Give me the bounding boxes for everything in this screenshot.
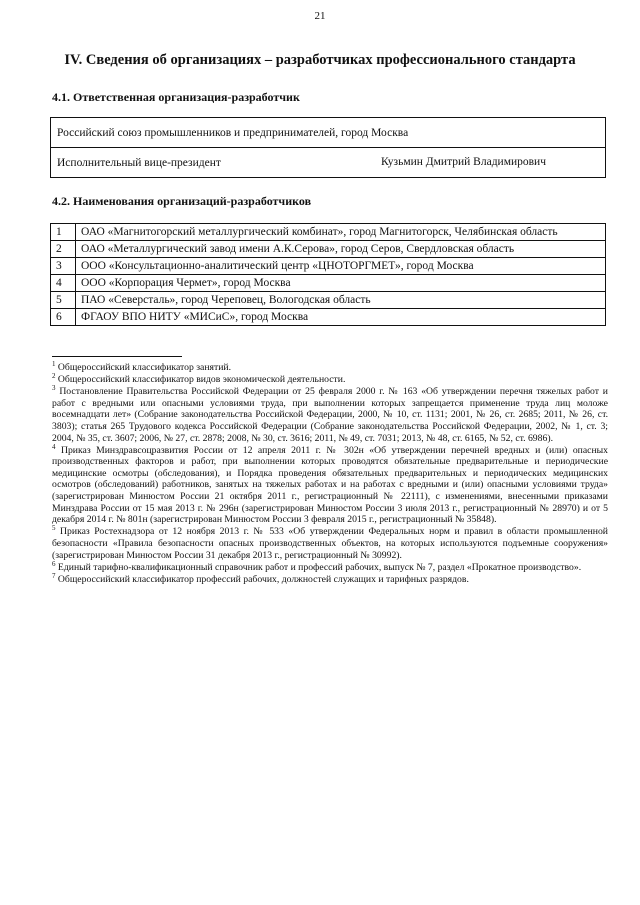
- developers-table: [50, 223, 606, 326]
- footnote: [52, 371, 608, 386]
- footnote-text: Общероссийский классификатор профессий рабочих, должностей служащих и тарифных разрядов.: [55, 573, 469, 585]
- row-number: 2: [51, 241, 76, 258]
- footnote-mark: 7: [52, 571, 56, 580]
- footnote: [52, 559, 608, 574]
- page-number: 21: [314, 10, 326, 22]
- responsible-person: Кузьмин Дмитрий Владимирович: [381, 156, 546, 168]
- table-row: [51, 275, 606, 292]
- footnote-mark: 2: [52, 371, 56, 380]
- organization-name: ООО «Консультационно-аналитический центр «ЦНОТОРГМЕТ», город Москва: [76, 258, 606, 275]
- row-number: 3: [51, 258, 76, 275]
- footnote-mark: 1: [52, 359, 56, 368]
- organization-name: ПАО «Северсталь», город Череповец, Вологодская область: [76, 292, 606, 309]
- footnote: [52, 383, 608, 444]
- table-row: [51, 292, 606, 309]
- footnote: [52, 526, 608, 561]
- organization-name: ФГАОУ ВПО НИТУ «МИСиС», город Москва: [76, 309, 606, 326]
- responsible-signatory-row: [51, 148, 606, 178]
- footnote-text: Приказ Минздравсоцразвития России от 12 апреля 2011 г. № 302н «Об утверждении перечней вредных и (или) опасных производственных факторов и работ, при выполнении которых проводятся обязательные предварительные и периодические медицинские осмотры (обследования), и Порядка проведения обязательных предварительных и периодических медицинских осмотров (обследований) работников, занятых на тяжелых работах и на работах с вредными и (или) опасными условиями труда» (зарегистрирован Минюстом России 21 октября 2011 г., регистрационный № 22111), с изменениями, внесенными приказами Минздрава России от 15 мая 2013 г. № 296н (зарегистрирован Минюстом России 3 июля 2013 г., регистрационный № 28970) и от 5 декабря 2014 г. № 801н (зарегистрирован Минюстом России 3 февраля 2015 г., регистрационный № 35848).: [52, 444, 608, 526]
- table-row: [51, 258, 606, 275]
- responsible-heading: 4.1. Ответственная организация-разработчик: [52, 90, 300, 104]
- footnote-text: Постановление Правительства Российской Федерации от 25 февраля 2000 г. № 163 «Об утверждении перечня тяжелых работ и работ с вредными или опасными условиями труда, при выполнении которых запрещается применение труда лиц моложе восемнадцати лет» (Собрание законодательства Российской Федерации, 2000, № 10, ст. 1131; 2001, № 26, ст. 2685; 2011, № 26, ст. 3803); статья 265 Трудового кодекса Российской Федерации (Собрание законодательства Российской Федерации, 2002, № 1, ст. 3; 2004, № 35, ст. 3607; 2006, № 27, ст. 2878; 2008, № 30, ст. 3616; 2011, № 49, ст. 7031; 2013, № 48, ст. 6165, № 52, ст. 6986).: [52, 386, 608, 444]
- footnote: [52, 571, 608, 586]
- footnote: [52, 442, 608, 526]
- footnote-text: Приказ Ростехнадзора от 12 ноября 2013 г. № 533 «Об утверждении Федеральных норм и правил в области промышленной безопасности «Правила безопасности опасных производственных объектов, на которых используются подъемные сооружения» (зарегистрирован Минюстом России 31 декабря 2013 г., регистрационный № 30992).: [52, 526, 608, 561]
- row-number: 4: [51, 275, 76, 292]
- footnote-text: Общероссийский классификатор занятий.: [55, 362, 232, 373]
- responsible-position: Исполнительный вице-президент: [57, 156, 221, 169]
- row-number: 6: [51, 309, 76, 326]
- responsible-table: [50, 117, 606, 178]
- footnote-text: Единый тарифно-квалификационный справочник работ и профессий рабочих, выпуск № 7, раздел «Прокатное производство».: [55, 561, 582, 573]
- footnotes: [52, 359, 608, 586]
- organization-name: ОАО «Металлургический завод имени А.К.Серова», город Серов, Свердловская область: [76, 241, 606, 258]
- footnote-separator: [52, 356, 182, 357]
- footnote-mark: 6: [52, 559, 56, 568]
- row-number: 1: [51, 224, 76, 241]
- footnote: [52, 359, 608, 374]
- table-row: [51, 241, 606, 258]
- table-row: [51, 309, 606, 326]
- section-title: IV. Сведения об организациях – разработчиках профессионального стандарта: [64, 52, 576, 68]
- developers-heading: 4.2. Наименования организаций-разработчиков: [52, 194, 312, 208]
- footnote-mark: 4: [52, 442, 56, 451]
- row-number: 5: [51, 292, 76, 309]
- footnote-text: Общероссийский классификатор видов экономической деятельности.: [55, 374, 346, 386]
- table-row: [51, 224, 606, 241]
- organization-name: ООО «Корпорация Чермет», город Москва: [76, 275, 606, 292]
- organization-name: ОАО «Магнитогорский металлургический комбинат», город Магнитогорск, Челябинская область: [76, 224, 606, 241]
- footnote-mark: 5: [52, 524, 56, 533]
- footnote-mark: 3: [52, 383, 56, 392]
- responsible-organization: Российский союз промышленников и предпринимателей, город Москва: [51, 118, 606, 148]
